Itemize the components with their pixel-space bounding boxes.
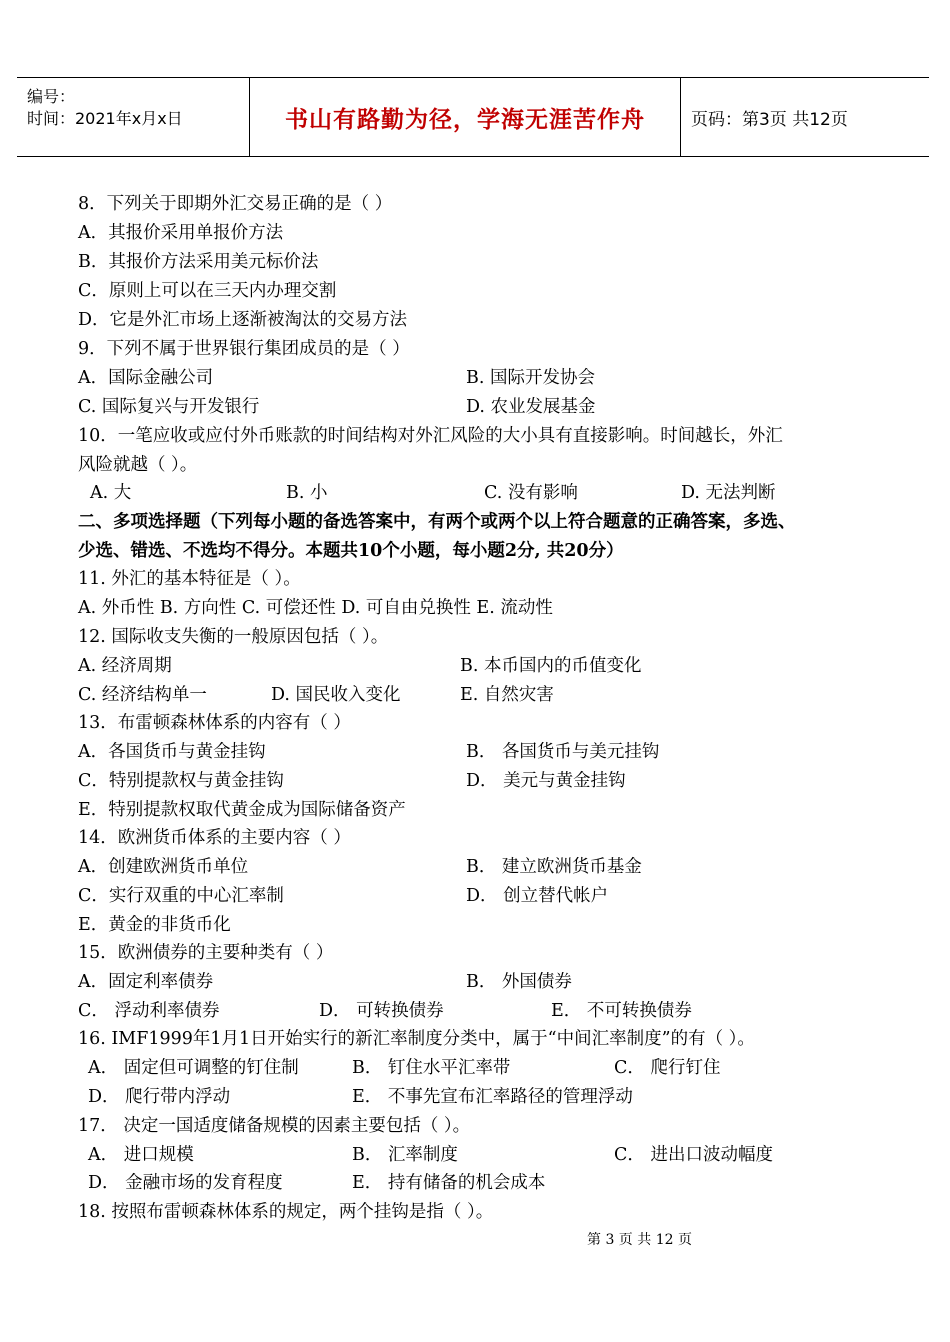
text-line: E．特别提款权取代黄金成为国际储备资产 xyxy=(78,800,406,820)
text-line: 17． 决定一国适度储备规模的因素主要包括（ ）。 xyxy=(78,1116,471,1136)
text-line: 12. 国际收支失衡的一般原因包括（ ）。 xyxy=(78,627,389,647)
text-line: A. 大 xyxy=(90,483,132,503)
text-line: C．特别提款权与黄金挂钩 xyxy=(78,771,284,791)
number-label: 编号： xyxy=(27,87,76,106)
text-line: A． 固定但可调整的钉住制 xyxy=(88,1058,299,1078)
text-line: B. 小 xyxy=(286,483,328,503)
text-line: 13．布雷顿森林体系的内容有（ ） xyxy=(78,713,351,733)
text-line: E． 不事先宣布汇率路径的管理浮动 xyxy=(352,1087,633,1107)
text-line: D． 可转换债券 xyxy=(319,1001,444,1021)
text-line: B． 钉住水平汇率带 xyxy=(352,1058,511,1078)
text-line: 18. 按照布雷顿森林体系的规定，两个挂钩是指（ ）。 xyxy=(78,1202,494,1222)
text-line: C. 没有影响 xyxy=(484,483,578,503)
text-line: A．其报价采用单报价方法 xyxy=(78,223,284,243)
text-line: E．黄金的非货币化 xyxy=(78,915,231,935)
text-line: D． 金融市场的发育程度 xyxy=(88,1173,283,1193)
text-line: D．它是外汇市场上逐渐被淘汰的交易方法 xyxy=(78,310,408,330)
text-line: B．其报价方法采用美元标价法 xyxy=(78,252,319,272)
text-line: E. 自然灾害 xyxy=(460,685,554,705)
text-line: D. 国民收入变化 xyxy=(271,685,401,705)
header-motto: 书山有路勤为径，学海无涯苦作舟 xyxy=(250,78,681,156)
text-line: E． 不可转换债券 xyxy=(551,1001,692,1021)
text-line: C. 经济结构单一 xyxy=(78,685,207,705)
text-line: 14．欧洲货币体系的主要内容（ ） xyxy=(78,828,351,848)
text-line: A． 进口规模 xyxy=(88,1145,194,1165)
text-line: E． 持有储备的机会成本 xyxy=(352,1173,546,1193)
text-line: B． 外国债券 xyxy=(466,972,572,992)
text-line: 9．下列不属于世界银行集团成员的是（ ） xyxy=(78,339,410,359)
text-line: D． 爬行带内浮动 xyxy=(88,1087,231,1107)
text-line: C．实行双重的中心汇率制 xyxy=(78,886,284,906)
text-line: 11. 外汇的基本特征是（ ）。 xyxy=(78,569,301,589)
text-line: D． 创立替代帐户 xyxy=(466,886,609,906)
text-line: A．固定利率债券 xyxy=(78,972,214,992)
page-indicator: 页码：第3页 共12页 xyxy=(691,109,848,130)
text-line: C．原则上可以在三天内办理交割 xyxy=(78,281,337,301)
text-line: A．国际金融公司 xyxy=(78,368,214,388)
text-line: B． 各国货币与美元挂钩 xyxy=(466,742,660,762)
page-header xyxy=(17,77,929,157)
text-line: B. 国际开发协会 xyxy=(466,368,595,388)
text-line: 15．欧洲债券的主要种类有（ ） xyxy=(78,943,334,963)
text-line: 风险就越（ ）。 xyxy=(78,455,198,475)
time-label: 时间：2021年x月x日 xyxy=(27,109,183,128)
text-line: A. 外币性 B. 方向性 C. 可偿还性 D. 可自由兑换性 E. 流动性 xyxy=(78,598,553,618)
text-line: D． 美元与黄金挂钩 xyxy=(466,771,626,791)
text-line: B． 汇率制度 xyxy=(352,1145,458,1165)
text-line: 少选、错选、不选均不得分。本题共10个小题，每小题2分, 共20分） xyxy=(78,541,624,561)
text-line: 16. IMF1999年1月1日开始实行的新汇率制度分类中，属于“中间汇率制度”的有（ ）。 xyxy=(78,1029,755,1049)
text-line: A．各国货币与黄金挂钩 xyxy=(78,742,266,762)
text-line: D. 无法判断 xyxy=(681,483,776,503)
text-line: C． 浮动利率债券 xyxy=(78,1001,220,1021)
text-line: B. 本币国内的币值变化 xyxy=(460,656,642,676)
text-line: C． 爬行钉住 xyxy=(614,1058,721,1078)
text-line: C． 进出口波动幅度 xyxy=(614,1145,773,1165)
text-line: 8．下列关于即期外汇交易正确的是（ ） xyxy=(78,194,393,214)
text-line: 10．一笔应收或应付外币账款的时间结构对外汇风险的大小具有直接影响。时间越长，外汇 xyxy=(78,426,783,446)
header-meta xyxy=(17,78,250,156)
text-line: D. 农业发展基金 xyxy=(466,397,596,417)
text-line: 二、多项选择题（下列每小题的备选答案中，有两个或两个以上符合题意的正确答案，多选、 xyxy=(78,512,796,532)
text-line: A. 经济周期 xyxy=(78,656,172,676)
text-line: A．创建欧洲货币单位 xyxy=(78,857,249,877)
text-line: C. 国际复兴与开发银行 xyxy=(78,397,260,417)
page-footer: 第 3 页 共 12 页 xyxy=(587,1232,692,1248)
text-line: B． 建立欧洲货币基金 xyxy=(466,857,642,877)
